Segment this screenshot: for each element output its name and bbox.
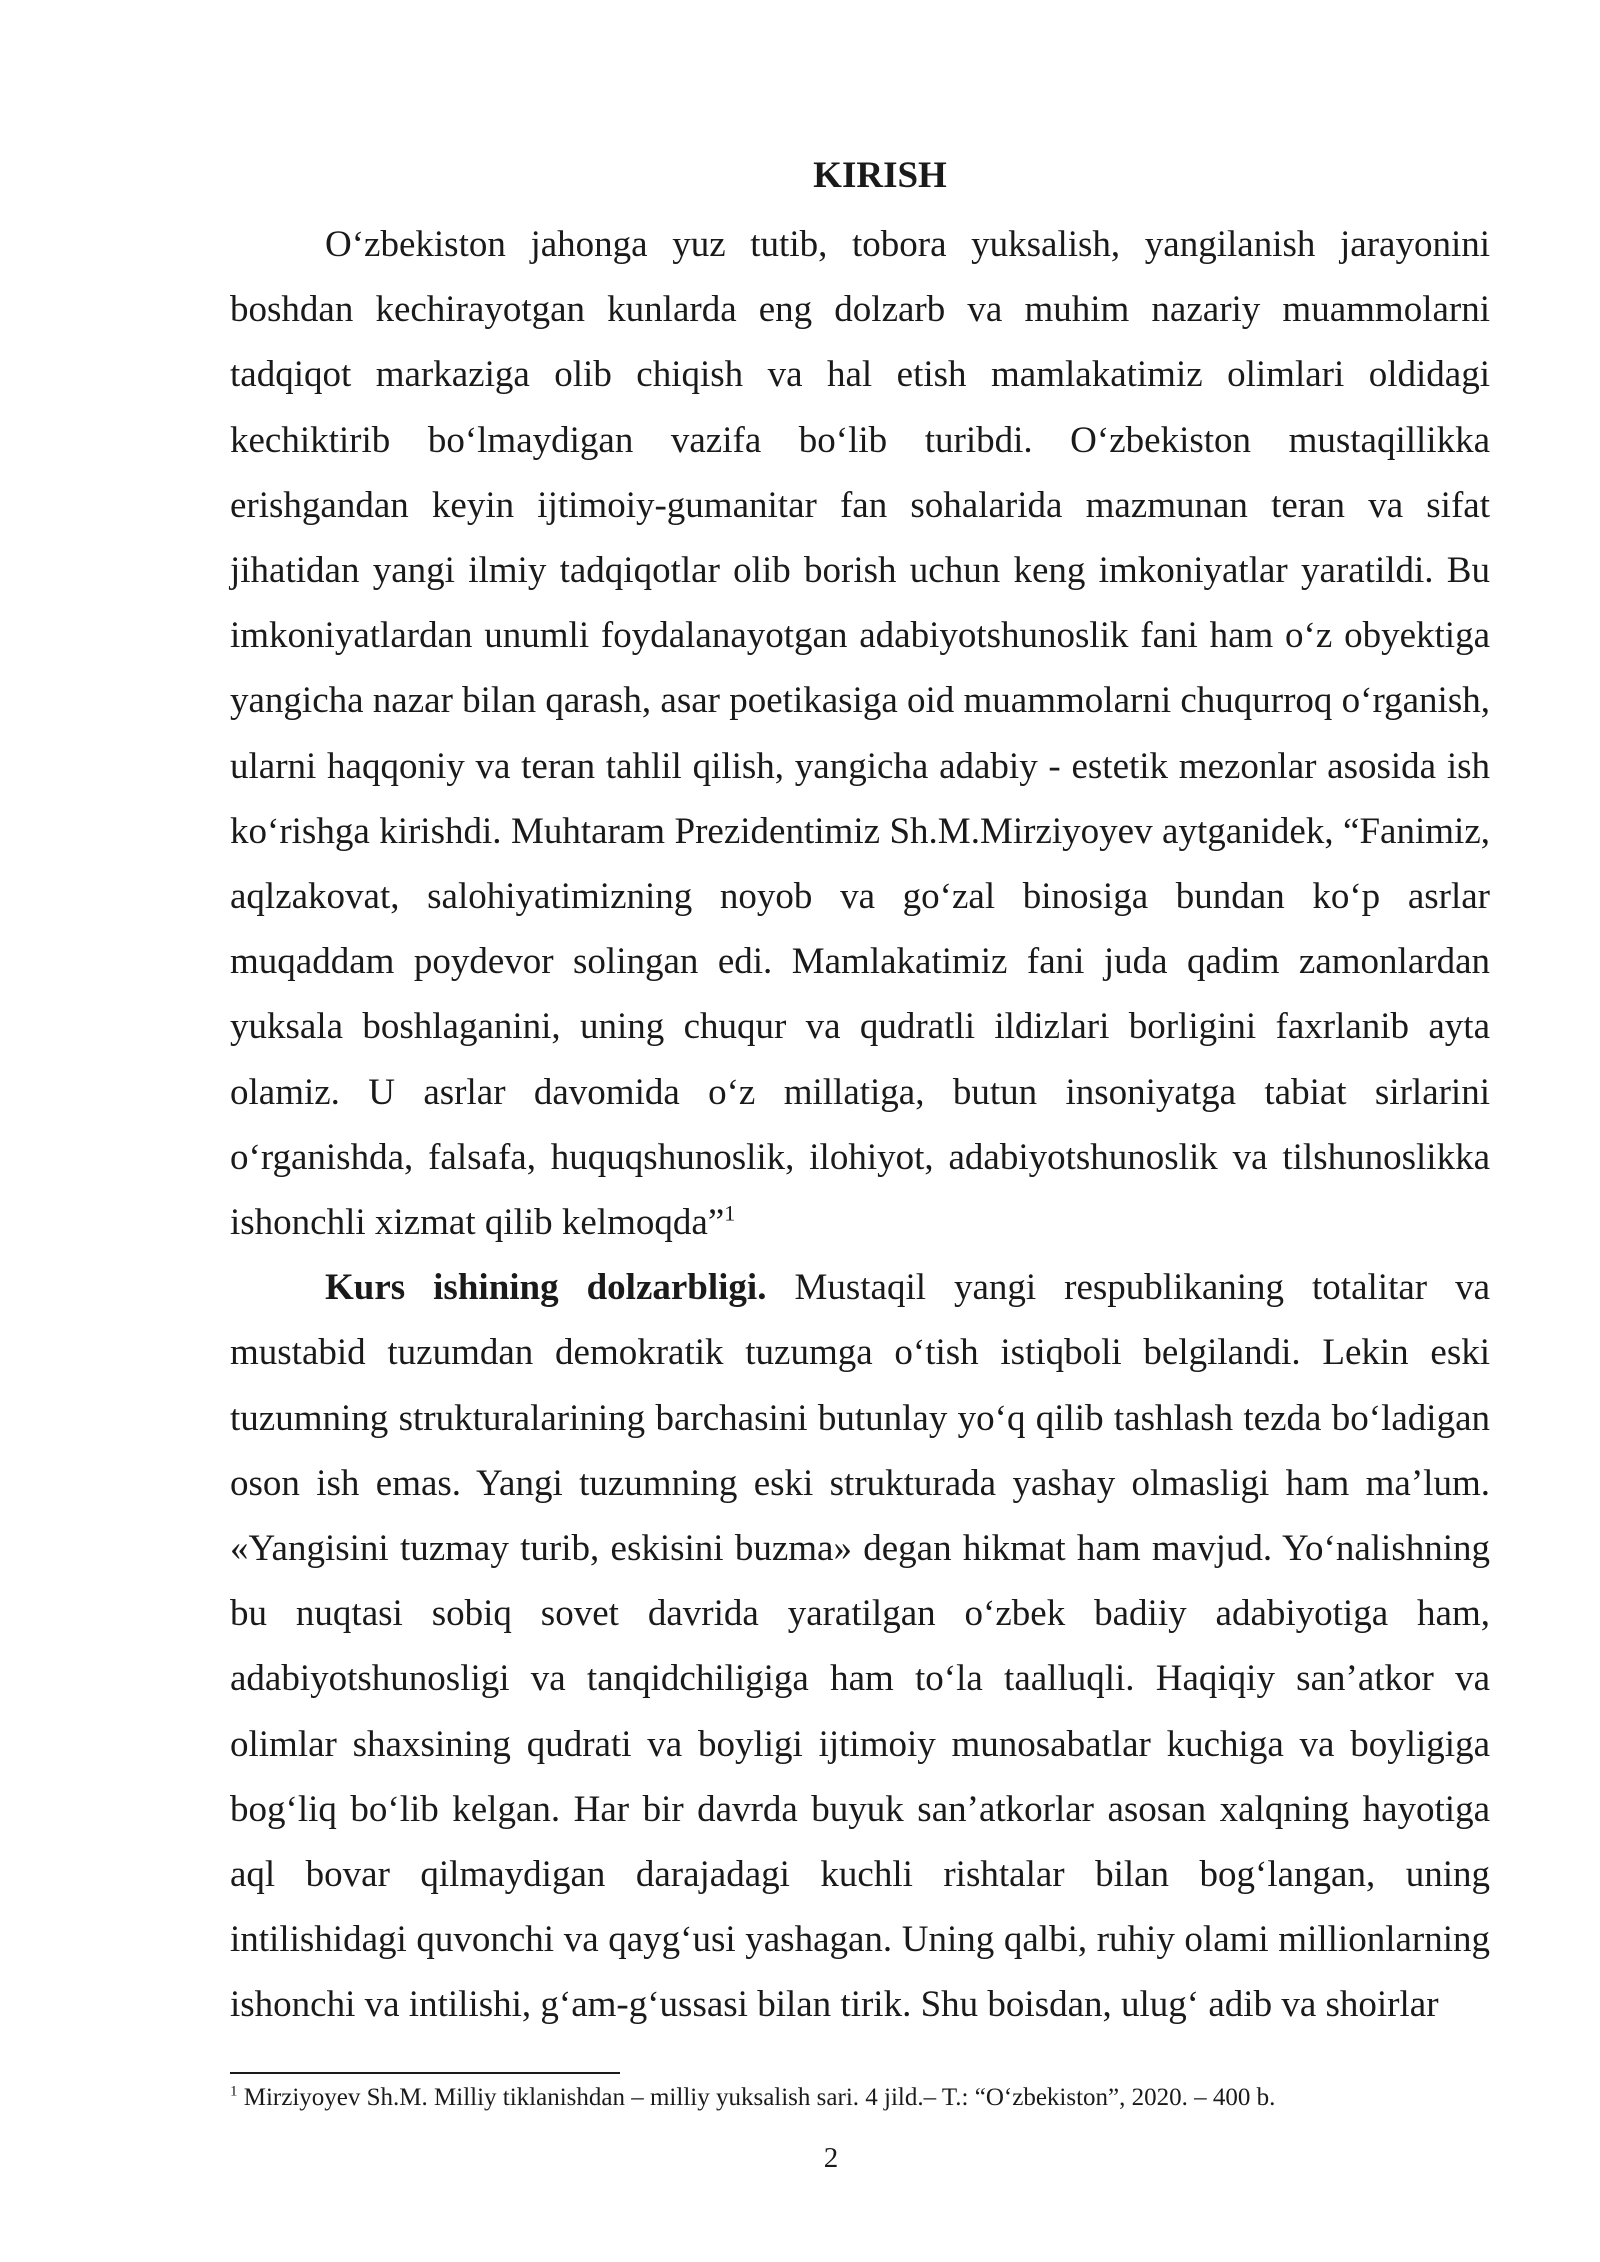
relevance-heading: Kurs ishining dolzarbligi. (325, 1267, 767, 1309)
relevance-paragraph-text: Mustaqil yangi respublikaning totalitar va mustabid tuzumdan demokratik tuzumga o‘tish istiqboli belgilandi. Lekin eski tuzumning strukturalarining barchasini butunlay yo‘q qilib tashlash tezda bo‘ladigan oson ish emas. Yangi tuzumning eski strukturada yashay olmasligi ham ma’lum. «Yangisini tuzmay turib, eskisini buzma» degan hikmat ham mavjud. Yo‘nalishning bu nuqtasi sobiq sovet davrida yaratilgan o‘zbek badiiy adabiyotiga ham, adabiyotshunosligi va tanqidchiligiga ham to‘la taalluqli. Haqiqiy san’atkor va olimlar shaxsining qudrati va boyligi ijtimoiy munosabatlar kuchiga va boyligiga bog‘liq bo‘lib kelgan. Har bir davrda buyuk san’atkorlar asosan xalqning hayotiga aql bovar qilmaydigan darajadagi kuchli rishtalar bilan bog‘langan, uning intilishidagi quvonchi va qayg‘usi yashagan. Uning qalbi, ruhiy olami millionlarning ishonchi va intilishi, g‘am-g‘ussasi bilan tirik. Shu boisdan, ulug‘ adib va shoirlar (230, 1267, 1490, 2026)
footnote-text: Mirziyoyev Sh.M. Milliy tiklanishdan – milliy yuksalish sari. 4 jild.– T.: “O‘zbekiston”, 2020. – 400 b. (237, 2084, 1276, 2111)
footnote-separator (230, 2072, 620, 2074)
page-body (230, 150, 1490, 2038)
intro-paragraph-text: O‘zbekiston jahonga yuz tutib, tobora yuksalish, yangilanish jarayonini boshdan kechirayotgan kunlarda eng dolzarb va muhim nazariy muammolarni tadqiqot markaziga olib chiqish va hal etish mamlakatimiz olimlari oldidagi kechiktirib bo‘lmaydigan vazifa bo‘lib turibdi. O‘zbekiston mustaqillikka erishgandan keyin ijtimoiy-gumanitar fan sohalarida mazmunan teran va sifat jihatidan yangi ilmiy tadqiqotlar olib borish uchun keng imkoniyatlar yaratildi. Bu imkoniyatlardan unumli foydalanayotgan adabiyotshunoslik fani ham o‘z obyektiga yangicha nazar bilan qarash, asar poetikasiga oid muammolarni chuqurroq o‘rganish, ularni haqqoniy va teran tahlil qilish, yangicha adabiy - estetik mezonlar asosida ish ko‘rishga kirishdi. Muhtaram Prezidentimiz Sh.M.Mirziyoyev aytganidek, “Fanimiz, aqlzakovat, salohiyatimizning noyob va go‘zal binosiga bundan ko‘p asrlar muqaddam poydevor solingan edi. Mamlakatimiz fani juda qadim zamonlardan yuksala boshlaganini, uning chuqur va qudratli ildizlari borligini faxrlanib ayta olamiz. U asrlar davomida o‘z millatiga, butun insoniyatga tabiat sirlarini o‘rganishda, falsafa, huquqshunoslik, ilohiyot, adabiyotshunoslik va tilshunoslikka ishonchli xizmat qilib kelmoqda” (230, 224, 1490, 1244)
footnote-reference[interactable]: 1 (724, 1200, 736, 1226)
relevance-paragraph (230, 1255, 1490, 2037)
section-heading: KIRISH (813, 155, 947, 196)
intro-paragraph (230, 212, 1490, 1255)
page-number: 2 (823, 2142, 839, 2174)
footnote-number: 1 (230, 2083, 238, 2100)
footnote (230, 2080, 1490, 2116)
